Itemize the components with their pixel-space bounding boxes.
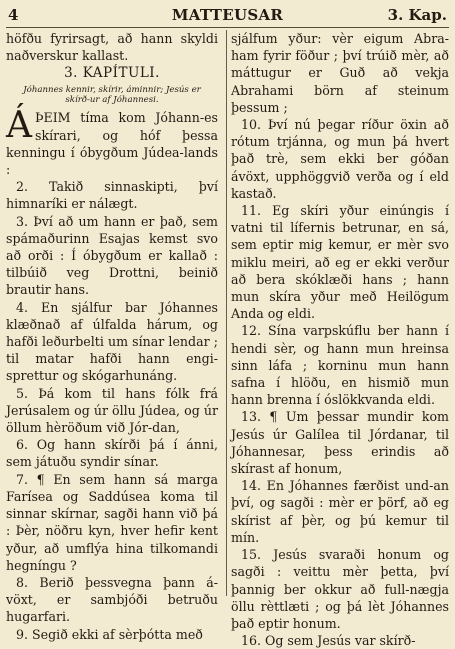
left-column: [6, 30, 218, 643]
verse: 11. Eg skíri yður einúngis í vatni til lífernis betrunar, en sá, sem eptir mig kemur, er mèr svo miklu meiri, að eg er ekki verður að bera skóklæði hans ; hann mun skíra yður með Heilögum Anda og eldi.: [231, 203, 449, 322]
page-number: 4: [8, 6, 19, 24]
chapter-summary: Jóhannes kennir, skírir, áminnir; Jesús er skírð-ur af Jóhannesi.: [23, 84, 201, 106]
header-rule: [6, 27, 449, 28]
verse: 10. Því nú þegar ríður öxin að rótum trjánna, og mun þá hvert það trè, sem ekki ber góðan ávöxt, upphöggvið verða og í eld kastað.: [231, 117, 449, 201]
column-divider: [226, 30, 227, 596]
verse: 3. Því að um hann er það, sem spámaðurinn Esajas kemst svo að orði : Í óbygðum er kallað : tilbúið veg Drottni, beinið brautir hans.: [6, 213, 218, 298]
verse: 8. Berið þessvegna þann á-vöxt, er sambjóði betruðu hugarfari.: [6, 574, 218, 625]
verse: 2. Takið sinnaskipti, því himnaríki er nálægt.: [6, 179, 218, 212]
verse: 16. Og sem Jesús var skírð-: [241, 633, 416, 649]
chapter-title: 3. KAPÍTULI.: [64, 65, 160, 82]
right-column: [231, 30, 449, 649]
verse: 14. En Jóhannes færðist und-an því, og sagði : mèr er þörf, að eg skírist af þèr, og þú kemur til mín.: [231, 478, 449, 545]
continuation-text: sjálfum yður: vèr eigum Abra-ham fyrir föður ; því trúið mèr, að máttugur er Guð að vekja Abrahami börn af steinum þessum ;: [231, 31, 449, 115]
page-header: [6, 6, 449, 28]
verse: 9. Segið ekki af sèrþótta með: [16, 626, 203, 642]
chapter-reference: 3. Kap.: [387, 6, 447, 24]
continuation-text: höfðu fyrirsagt, að hann skyldi naðverskur kallast.: [6, 31, 218, 64]
drop-cap: Á: [6, 105, 32, 147]
verse: 5. Þá kom til hans fólk frá Jerúsalem og úr öllu Júdea, og úr öllum hèröðum við Jór-dan,: [6, 385, 218, 436]
verse: 7. ¶ En sem hann sá marga Farísea og Saddúsea koma til sinnar skírnar, sagði hann við þá : Þèr, nöðru kyn, hver hefir kent yður, að umflýa hina tilkomandi hegníngu ?: [6, 471, 218, 573]
running-title: MATTEUSAR: [171, 6, 284, 24]
verse: 13. ¶ Um þessar mundir kom Jesús úr Galílea til Jórdanar, til Jóhannesar, þess erindis að skírast af honum,: [231, 409, 449, 477]
verse: 6. Og hann skírði þá í ánni, sem játuðu syndir sínar.: [6, 437, 218, 470]
verse: 15. Jesús svaraði honum og sagði : veittu mèr þetta, því þannig ber okkur að full-nægja öllu rèttlæti ; og þá lèt Jóhannes það eptir honum.: [231, 547, 449, 631]
verse-1: ÞEIM tíma kom Jóhann-es skírari, og hóf þessa kenningu í óbygðum Júdea-lands :: [6, 110, 218, 178]
verse: 12. Sína varpskúflu ber hann í hendi sèr, og hann mun hreinsa sinn láfa ; korninu mun hann safna í hlöðu, en hismið mun hann brenna í óslökkvanda eldi.: [231, 323, 449, 408]
verse: 4. En sjálfur bar Jóhannes klæðnað af úlfalda hárum, og hafði leðurbelti um sínar lendar ; til matar hafði hann engi-sprettur og skógarhunáng.: [6, 299, 218, 384]
